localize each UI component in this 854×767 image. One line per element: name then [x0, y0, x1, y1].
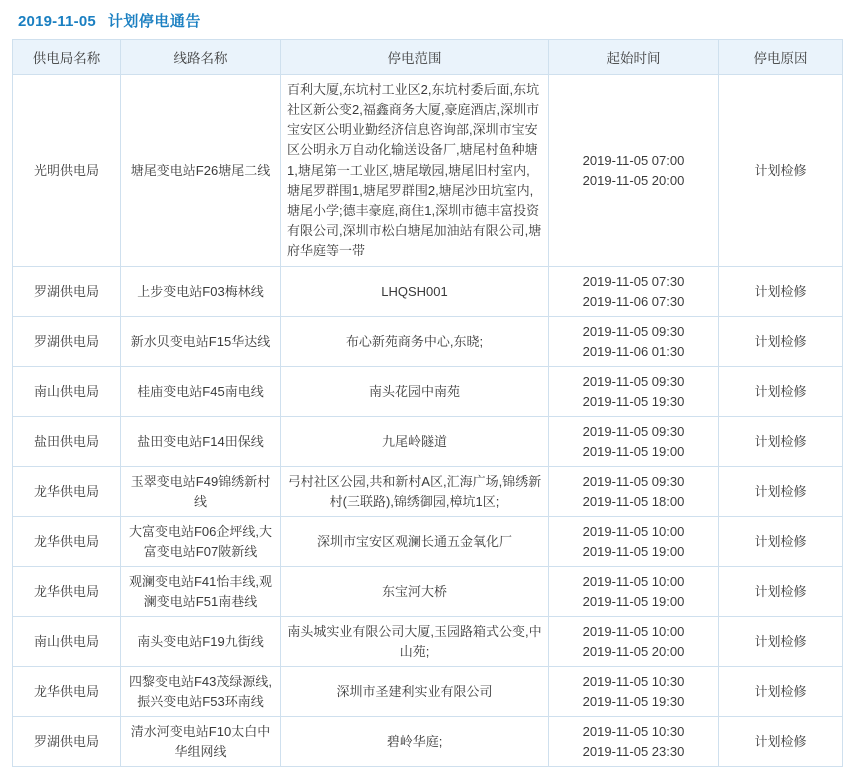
end-time: 2019-11-06 01:30 — [582, 343, 685, 359]
cell-scope: 深圳市圣建利实业有限公司 — [281, 667, 549, 717]
cell-line: 清水河变电站F10太白中华组网线 — [121, 717, 281, 767]
cell-reason: 计划检修 — [719, 617, 843, 667]
cell-reason: 计划检修 — [719, 467, 843, 517]
cell-line: 上步变电站F03梅林线 — [121, 267, 281, 317]
table-row — [13, 617, 843, 667]
cell-bureau: 龙华供电局 — [13, 517, 121, 567]
cell-reason: 计划检修 — [719, 417, 843, 467]
cell-line: 四黎变电站F43茂绿源线,振兴变电站F53环南线 — [121, 667, 281, 717]
table-row — [13, 467, 843, 517]
cell-time — [549, 467, 719, 517]
end-time: 2019-11-05 18:00 — [582, 493, 685, 509]
cell-time — [549, 75, 719, 267]
cell-bureau: 光明供电局 — [13, 75, 121, 267]
cell-line: 桂庙变电站F45南电线 — [121, 367, 281, 417]
cell-time — [549, 267, 719, 317]
table-row — [13, 317, 843, 367]
cell-bureau: 罗湖供电局 — [13, 717, 121, 767]
cell-reason: 计划检修 — [719, 717, 843, 767]
cell-bureau: 罗湖供电局 — [13, 267, 121, 317]
start-time: 2019-11-05 09:30 — [582, 374, 685, 390]
notice-date: 2019-11-05 — [18, 13, 96, 30]
cell-time — [549, 517, 719, 567]
table-row — [13, 717, 843, 767]
table-body — [13, 75, 843, 767]
cell-scope: 布心新苑商务中心,东晓; — [281, 317, 549, 367]
cell-line: 玉翠变电站F49锦绣新村线 — [121, 467, 281, 517]
cell-bureau: 龙华供电局 — [13, 467, 121, 517]
column-header-line: 线路名称 — [121, 40, 281, 75]
cell-scope: 东宝河大桥 — [281, 567, 549, 617]
cell-time — [549, 317, 719, 367]
start-time: 2019-11-05 09:30 — [582, 324, 685, 340]
start-time: 2019-11-05 10:00 — [582, 524, 685, 540]
table-row — [13, 417, 843, 467]
cell-bureau: 南山供电局 — [13, 367, 121, 417]
end-time: 2019-11-05 20:00 — [582, 643, 685, 659]
end-time: 2019-11-05 20:00 — [582, 172, 685, 188]
table-row — [13, 267, 843, 317]
cell-scope: 百利大厦,东坑村工业区2,东坑村委后面,东坑社区新公变2,福鑫商务大厦,豪庭酒店,深圳市宝安区公明业勤经济信息咨询部,深圳市宝安区公明永万自动化输送设备厂,塘尾村鱼种塘1,塘尾第一工业区,塘尾墩园,塘尾旧村室内,塘尾罗群围1,塘尾罗群围2,塘尾沙田坑室内,塘尾小学;德丰豪庭,商住1,深圳市德丰富投资有限公司,深圳市松白塘尾加油站有限公司,塘府华庭等一带 — [281, 75, 549, 267]
end-time: 2019-11-05 19:00 — [582, 443, 685, 459]
cell-bureau: 龙华供电局 — [13, 567, 121, 617]
table-row — [13, 667, 843, 717]
notice-title: 计划停电通告 — [107, 13, 201, 30]
start-time: 2019-11-05 07:00 — [582, 153, 685, 169]
cell-bureau: 南山供电局 — [13, 617, 121, 667]
start-time: 2019-11-05 10:30 — [582, 674, 685, 690]
cell-time — [549, 717, 719, 767]
cell-scope: 碧岭华庭; — [281, 717, 549, 767]
cell-scope: 弓村社区公园,共和新村A区,汇海广场,锦绣新村(三联路),锦绣御园,樟坑1区; — [281, 467, 549, 517]
cell-reason: 计划检修 — [719, 75, 843, 267]
column-header-scope: 停电范围 — [281, 40, 549, 75]
table-row — [13, 567, 843, 617]
cell-line: 大富变电站F06企坪线,大富变电站F07陂新线 — [121, 517, 281, 567]
column-header-bureau: 供电局名称 — [13, 40, 121, 75]
cell-reason: 计划检修 — [719, 267, 843, 317]
end-time: 2019-11-05 19:30 — [582, 693, 685, 709]
end-time: 2019-11-05 19:30 — [582, 393, 685, 409]
start-time: 2019-11-05 10:30 — [582, 724, 685, 740]
page-title — [12, 8, 842, 39]
table-row — [13, 517, 843, 567]
table-header-row — [13, 40, 843, 75]
start-time: 2019-11-05 09:30 — [582, 424, 685, 440]
cell-time — [549, 667, 719, 717]
column-header-reason: 停电原因 — [719, 40, 843, 75]
cell-scope: 九尾岭隧道 — [281, 417, 549, 467]
end-time: 2019-11-06 07:30 — [582, 293, 685, 309]
cell-time — [549, 567, 719, 617]
cell-time — [549, 617, 719, 667]
cell-scope: 南头城实业有限公司大厦,玉园路箱式公变,中山苑; — [281, 617, 549, 667]
table-row — [13, 367, 843, 417]
end-time: 2019-11-05 19:00 — [582, 543, 685, 559]
start-time: 2019-11-05 07:30 — [582, 274, 685, 290]
end-time: 2019-11-05 19:00 — [582, 593, 685, 609]
cell-bureau: 罗湖供电局 — [13, 317, 121, 367]
cell-reason: 计划检修 — [719, 367, 843, 417]
outage-table — [12, 39, 843, 767]
cell-line: 盐田变电站F14田保线 — [121, 417, 281, 467]
cell-scope: 深圳市宝安区观澜长通五金氧化厂 — [281, 517, 549, 567]
cell-scope: 南头花园中南苑 — [281, 367, 549, 417]
table-header — [13, 40, 843, 75]
cell-line: 新水贝变电站F15华达线 — [121, 317, 281, 367]
cell-time — [549, 367, 719, 417]
table-row — [13, 75, 843, 267]
cell-reason: 计划检修 — [719, 567, 843, 617]
cell-bureau: 盐田供电局 — [13, 417, 121, 467]
cell-line: 观澜变电站F41怡丰线,观澜变电站F51南巷线 — [121, 567, 281, 617]
cell-scope: LHQSH001 — [281, 267, 549, 317]
cell-bureau: 龙华供电局 — [13, 667, 121, 717]
start-time: 2019-11-05 09:30 — [582, 474, 685, 490]
cell-time — [549, 417, 719, 467]
cell-reason: 计划检修 — [719, 517, 843, 567]
cell-line: 南头变电站F19九街线 — [121, 617, 281, 667]
column-header-time: 起始时间 — [549, 40, 719, 75]
end-time: 2019-11-05 23:30 — [582, 743, 685, 759]
start-time: 2019-11-05 10:00 — [582, 574, 685, 590]
cell-line: 塘尾变电站F26塘尾二线 — [121, 75, 281, 267]
start-time: 2019-11-05 10:00 — [582, 624, 685, 640]
cell-reason: 计划检修 — [719, 317, 843, 367]
cell-reason: 计划检修 — [719, 667, 843, 717]
